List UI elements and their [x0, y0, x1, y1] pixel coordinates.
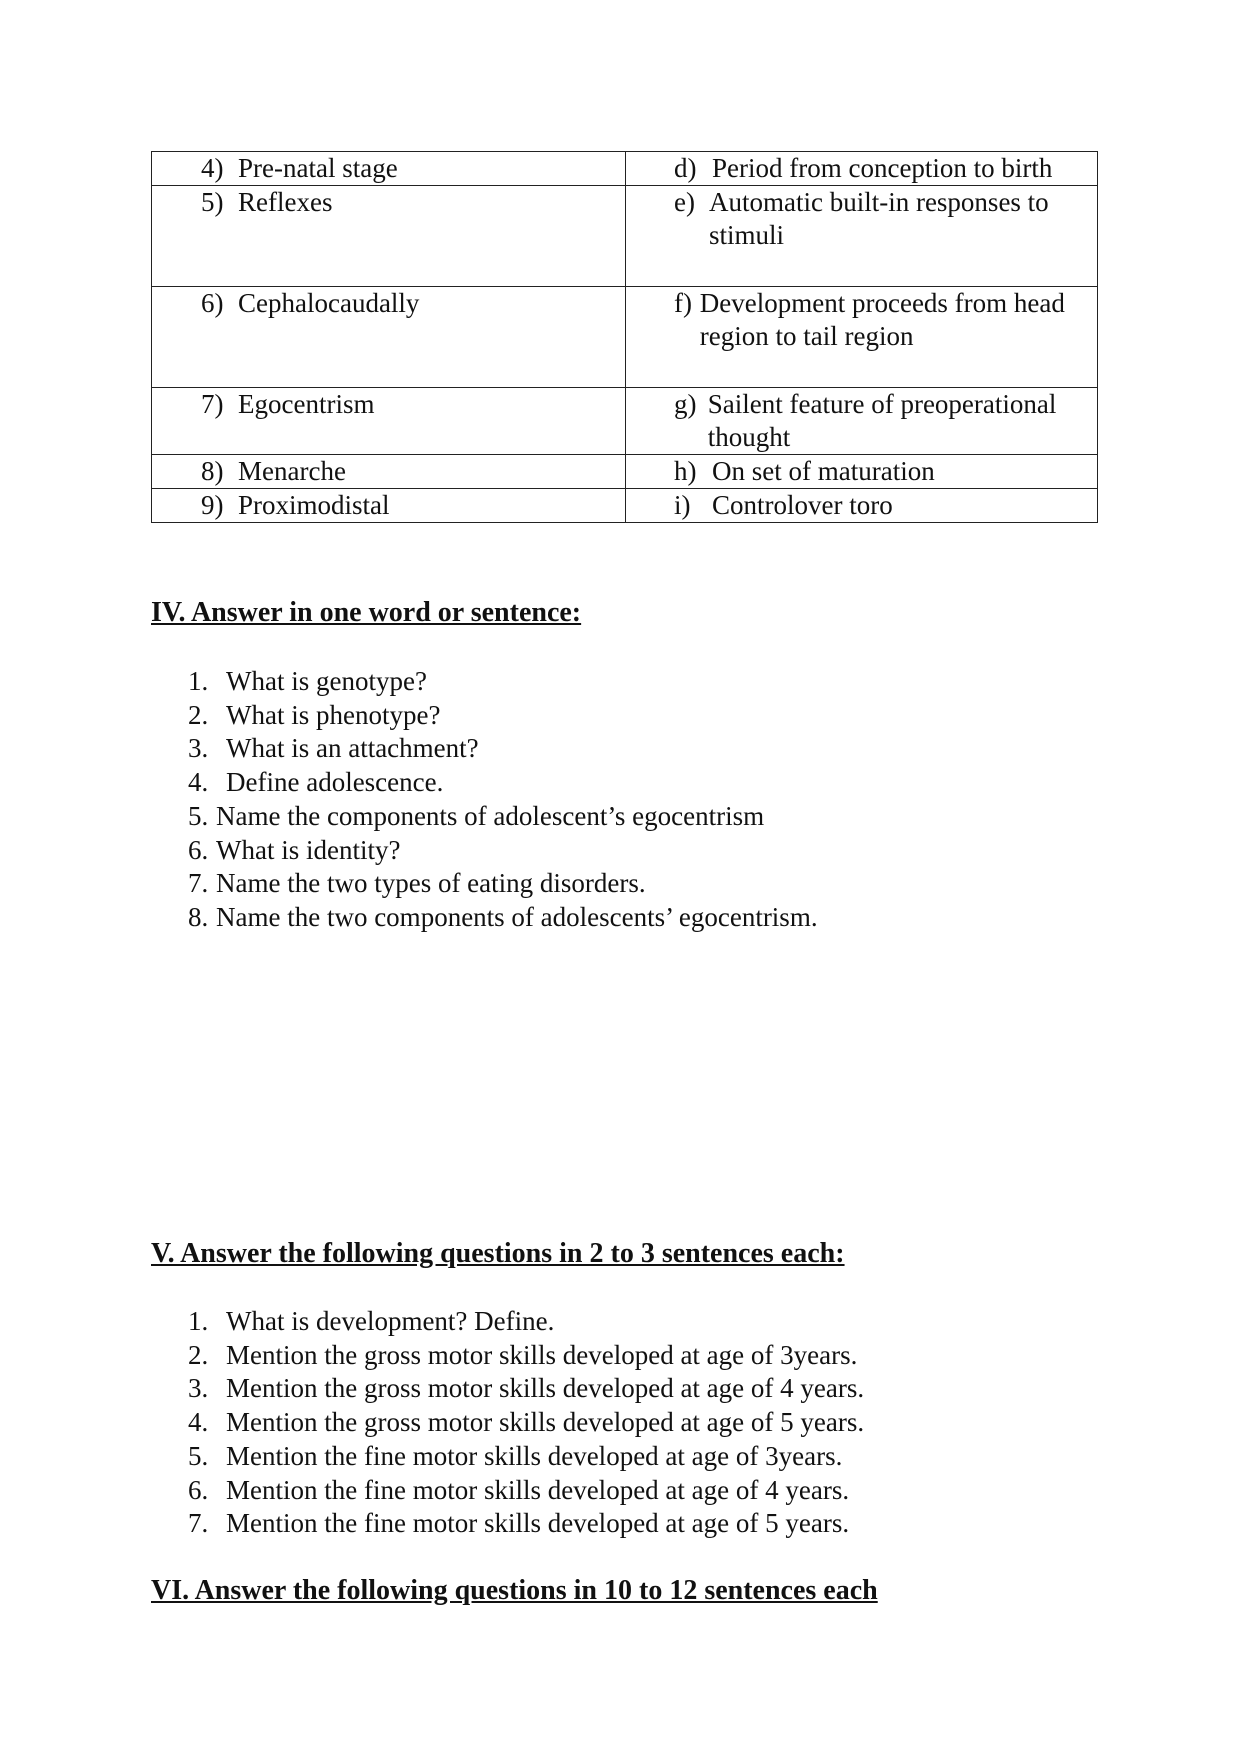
definition-letter: f) [674, 288, 692, 318]
question-number: 7. [188, 868, 209, 899]
definition-text: Sailent feature of preoperational thought [707, 389, 1057, 452]
question-text: What is an attachment? [226, 733, 479, 764]
question-item [188, 1305, 864, 1339]
definition-text: Period from conception to birth [712, 153, 1053, 183]
matching-definition-cell [626, 186, 1098, 287]
question-text: Mention the fine motor skills developed at age of 3years. [226, 1440, 843, 1471]
question-number: 8. [188, 901, 209, 932]
question-item [188, 1474, 864, 1508]
term-number: 5) [201, 187, 224, 217]
matching-table-body [152, 152, 1098, 523]
question-text: Mention the gross motor skills developed at age of 3years. [226, 1339, 858, 1370]
definition-letter: e) [674, 187, 695, 217]
question-item [188, 1372, 864, 1406]
question-text: Mention the fine motor skills developed at age of 4 years. [226, 1474, 850, 1505]
matching-term-cell [152, 287, 626, 388]
definition-text: Development proceeds from head region to tail region [699, 288, 1065, 351]
question-item [188, 1406, 864, 1440]
term-number: 6) [201, 288, 224, 318]
question-text: Mention the gross motor skills developed at age of 5 years. [226, 1407, 865, 1438]
question-number: 3. [188, 1373, 209, 1404]
question-number: 5. [188, 800, 209, 831]
term-text: Reflexes [238, 187, 333, 217]
question-number: 1. [188, 666, 209, 696]
matching-row [152, 455, 1098, 489]
matching-term-cell [152, 388, 626, 455]
question-number: 7. [188, 1508, 209, 1539]
question-number: 4. [188, 767, 209, 798]
definition-letter: d) [674, 153, 697, 183]
section-v-questions [188, 1305, 864, 1541]
definition-text: Automatic built-in responses to stimuli [708, 187, 1049, 250]
matching-definition-cell [626, 455, 1098, 489]
term-number: 9) [201, 490, 224, 520]
question-number: 6. [188, 834, 209, 865]
question-item [188, 800, 818, 834]
definition-letter: h) [674, 456, 697, 486]
matching-row [152, 388, 1098, 455]
question-item [188, 834, 818, 868]
question-number: 2. [188, 1339, 209, 1370]
definition-text: Controlover toro [712, 490, 893, 520]
matching-row [152, 489, 1098, 523]
question-number: 2. [188, 699, 209, 730]
matching-term-cell [152, 186, 626, 287]
question-number: 1. [188, 1306, 209, 1336]
section-v-heading: V. Answer the following questions in 2 to 3 sentences each: [151, 1238, 845, 1269]
question-text: Define adolescence. [226, 767, 444, 798]
term-number: 4) [201, 153, 224, 183]
term-text: Menarche [238, 456, 346, 486]
matching-definition-cell [626, 388, 1098, 455]
question-item [188, 732, 818, 766]
definition-letter: g) [674, 389, 697, 419]
question-number: 4. [188, 1407, 209, 1438]
term-text: Egocentrism [238, 389, 375, 419]
question-text: Name the two types of eating disorders. [216, 868, 646, 899]
definition-text: On set of maturation [712, 456, 935, 486]
matching-row [152, 186, 1098, 287]
question-number: 6. [188, 1474, 209, 1505]
matching-definition-cell [626, 152, 1098, 186]
question-text: Name the two components of adolescents’ egocentrism. [216, 901, 818, 932]
term-text: Pre-natal stage [238, 153, 398, 183]
matching-definition-cell [626, 287, 1098, 388]
question-item [188, 901, 818, 935]
question-item [188, 867, 818, 901]
question-number: 3. [188, 733, 209, 764]
matching-term-cell [152, 455, 626, 489]
definition-letter: i) [674, 490, 691, 520]
matching-row [152, 287, 1098, 388]
question-text: Mention the gross motor skills developed at age of 4 years. [226, 1373, 865, 1404]
question-item [188, 1507, 864, 1541]
question-text: Mention the fine motor skills developed at age of 5 years. [226, 1508, 850, 1539]
section-vi-heading: VI. Answer the following questions in 10 to 12 sentences each [151, 1575, 878, 1606]
section-iv-questions [188, 665, 818, 935]
question-text: What is identity? [216, 834, 401, 865]
question-item [188, 699, 818, 733]
question-number: 5. [188, 1440, 209, 1471]
matching-definition-cell [626, 489, 1098, 523]
question-item [188, 766, 818, 800]
matching-term-cell [152, 489, 626, 523]
matching-term-cell [152, 152, 626, 186]
question-item [188, 665, 818, 699]
matching-row [152, 152, 1098, 186]
matching-table [151, 151, 1098, 523]
term-text: Cephalocaudally [238, 288, 420, 318]
term-number: 7) [201, 389, 224, 419]
term-text: Proximodistal [238, 490, 390, 520]
question-text: What is phenotype? [226, 699, 441, 730]
question-item [188, 1440, 864, 1474]
term-number: 8) [201, 456, 224, 486]
question-text: Name the components of adolescent’s egocentrism [216, 800, 765, 831]
section-iv-heading: IV. Answer in one word or sentence: [151, 597, 582, 628]
question-text: What is development? Define. [226, 1306, 555, 1336]
question-item [188, 1339, 864, 1373]
question-text: What is genotype? [226, 666, 427, 696]
